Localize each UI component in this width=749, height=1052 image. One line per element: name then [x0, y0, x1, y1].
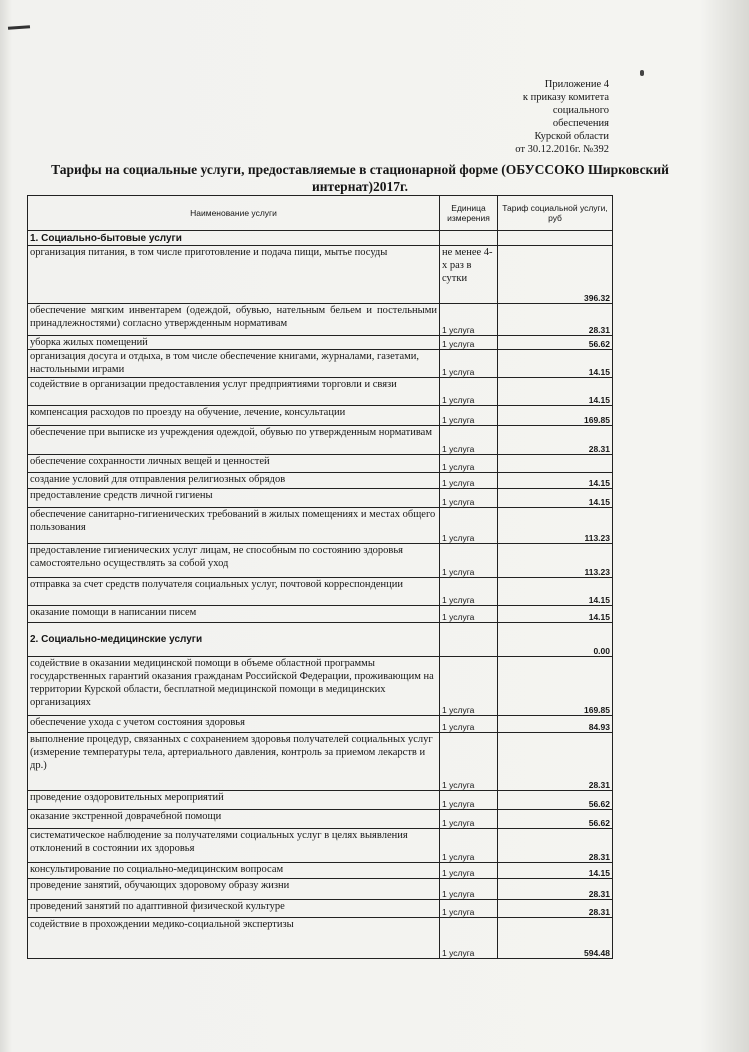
unit-cell: 1 услуга [440, 918, 498, 959]
price-cell: 169.85 [498, 406, 613, 426]
price-cell: 28.31 [498, 426, 613, 455]
service-name: содействие в оказании медицинской помощи в объеме областной программы государственных гарантий оказания гражданам Российской Федерации, проживающим на территории Курской области, бесплатной медицинской помощи в медицинских организациях [28, 657, 440, 716]
service-name: предоставление гигиенических услуг лицам, не способным по состоянию здоровья самостоятельно осуществлять за собой уход [28, 544, 440, 578]
price-cell: 14.15 [498, 473, 613, 489]
unit-cell: 1 услуга [440, 657, 498, 716]
price-cell: 84.93 [498, 716, 613, 733]
table-row [28, 578, 613, 606]
table-row [28, 606, 613, 623]
appendix-line: социального [552, 105, 609, 116]
service-name: проведений занятий по адаптивной физической культуре [28, 900, 440, 918]
unit-cell: 1 услуга [440, 900, 498, 918]
unit-cell [440, 231, 498, 246]
table-row [28, 544, 613, 578]
table-row [28, 304, 613, 336]
table-row [28, 508, 613, 544]
price-cell: 396.32 [498, 246, 613, 304]
appendix-line: Курской области [534, 131, 609, 142]
price-cell: 0.00 [498, 623, 613, 657]
unit-cell: 1 услуга [440, 473, 498, 489]
price-cell [498, 455, 613, 473]
service-name: организация досуга и отдыха, в том числе обеспечение книгами, журналами, газетами, настольными играми [28, 350, 440, 378]
price-cell: 594.48 [498, 918, 613, 959]
price-cell: 14.15 [498, 378, 613, 406]
table-row [28, 791, 613, 810]
unit-cell: 1 услуга [440, 426, 498, 455]
price-cell: 28.31 [498, 733, 613, 791]
unit-cell: 1 услуга [440, 489, 498, 508]
unit-cell: 1 услуга [440, 606, 498, 623]
unit-cell: не менее 4-х раз в сутки [440, 246, 498, 304]
unit-cell: 1 услуга [440, 863, 498, 879]
service-name: проведение оздоровительных мероприятий [28, 791, 440, 810]
price-cell [498, 231, 613, 246]
table-row [28, 246, 613, 304]
column-header-name: Наименование услуги [28, 196, 440, 231]
service-name: обеспечение сохранности личных вещей и ценностей [28, 455, 440, 473]
unit-cell: 1 услуга [440, 716, 498, 733]
appendix-line: от 30.12.2016г. №392 [515, 144, 609, 155]
appendix-line: к приказу комитета [522, 92, 609, 103]
price-cell: 56.62 [498, 336, 613, 350]
unit-cell: 1 услуга [440, 578, 498, 606]
service-name: обеспечение мягким инвентарем (одеждой, обувью, нательным бельем и постельными принадлежностями) согласно утвержденным нормативам [28, 304, 440, 336]
unit-cell: 1 услуга [440, 304, 498, 336]
table-row [28, 406, 613, 426]
appendix-line: Приложение 4 [544, 79, 609, 90]
unit-cell: 1 услуга [440, 733, 498, 791]
service-name: выполнение процедур, связанных с сохранением здоровья получателей социальных услуг (измерение температуры тела, артериального давления, контроль за приемом лекарств и др.) [28, 733, 440, 791]
price-cell: 28.31 [498, 829, 613, 863]
table-row [28, 863, 613, 879]
unit-cell: 1 услуга [440, 455, 498, 473]
service-name: консультирование по социально-медицинским вопросам [28, 863, 440, 879]
table-row [28, 879, 613, 900]
table-row [28, 733, 613, 791]
price-cell: 28.31 [498, 304, 613, 336]
table-row [28, 426, 613, 455]
service-name: систематическое наблюдение за получателями социальных услуг в целях выявления отклонений в состоянии их здоровья [28, 829, 440, 863]
table-row [28, 829, 613, 863]
service-name: проведение занятий, обучающих здоровому образу жизни [28, 879, 440, 900]
service-name: компенсация расходов по проезду на обучение, лечение, консультации [28, 406, 440, 426]
service-name: обеспечение санитарно-гигиенических требований в жилых помещениях и местах общего пользования [28, 508, 440, 544]
section-row [28, 231, 613, 246]
unit-cell: 1 услуга [440, 406, 498, 426]
service-name: отправка за счет средств получателя социальных услуг, почтовой корреспонденции [28, 578, 440, 606]
price-cell: 56.62 [498, 791, 613, 810]
tariff-table [27, 195, 613, 959]
service-name: оказание экстренной доврачебной помощи [28, 810, 440, 829]
price-cell: 14.15 [498, 578, 613, 606]
table-row [28, 378, 613, 406]
unit-cell: 1 услуга [440, 879, 498, 900]
service-name: оказание помощи в написании писем [28, 606, 440, 623]
unit-cell: 1 услуга [440, 544, 498, 578]
service-name: обеспечение ухода с учетом состояния здоровья [28, 716, 440, 733]
service-name: содействие в прохождении медико-социальной экспертизы [28, 918, 440, 959]
price-cell: 14.15 [498, 863, 613, 879]
price-cell: 56.62 [498, 810, 613, 829]
section-title: 1. Социально-бытовые услуги [28, 231, 440, 246]
table-row [28, 716, 613, 733]
price-cell: 113.23 [498, 544, 613, 578]
unit-cell: 1 услуга [440, 810, 498, 829]
table-row [28, 489, 613, 508]
unit-cell [440, 623, 498, 657]
section-row [28, 623, 613, 657]
price-cell: 28.31 [498, 900, 613, 918]
table-row [28, 473, 613, 489]
service-name: обеспечение при выписке из учреждения одеждой, обувью по утвержденным нормативам [28, 426, 440, 455]
service-name: уборка жилых помещений [28, 336, 440, 350]
service-name: предоставление средств личной гигиены [28, 489, 440, 508]
table-row [28, 810, 613, 829]
service-name: создание условий для отправления религиозных обрядов [28, 473, 440, 489]
unit-cell: 1 услуга [440, 350, 498, 378]
table-row [28, 455, 613, 473]
price-cell: 113.23 [498, 508, 613, 544]
table-body [28, 231, 613, 959]
unit-cell: 1 услуга [440, 829, 498, 863]
unit-cell: 1 услуга [440, 791, 498, 810]
table-row [28, 918, 613, 959]
price-cell: 28.31 [498, 879, 613, 900]
corner-mark [8, 25, 30, 30]
appendix-note [515, 78, 609, 156]
service-name: содействие в организации предоставления услуг предприятиями торговли и связи [28, 378, 440, 406]
table-row [28, 350, 613, 378]
unit-cell: 1 услуга [440, 378, 498, 406]
table-row [28, 336, 613, 350]
document-title: Тарифы на социальные услуги, предоставляемые в стационарной форме (ОБУССОКО Ширковский интернат)2017г. [51, 162, 669, 194]
unit-cell: 1 услуга [440, 508, 498, 544]
price-cell: 14.15 [498, 606, 613, 623]
column-header-unit: Единица измерения [440, 196, 498, 231]
price-cell: 14.15 [498, 489, 613, 508]
column-header-price: Тариф социальной услуги, руб [498, 196, 613, 231]
ink-spot [640, 70, 644, 76]
price-cell: 14.15 [498, 350, 613, 378]
table-row [28, 900, 613, 918]
table-header-row [28, 196, 613, 231]
service-name: организация питания, в том числе приготовление и подача пищи, мытье посуды [28, 246, 440, 304]
table-row [28, 657, 613, 716]
price-cell: 169.85 [498, 657, 613, 716]
unit-cell: 1 услуга [440, 336, 498, 350]
section-title: 2. Социально-медицинские услуги [28, 623, 440, 657]
appendix-line: обеспечения [552, 118, 609, 129]
